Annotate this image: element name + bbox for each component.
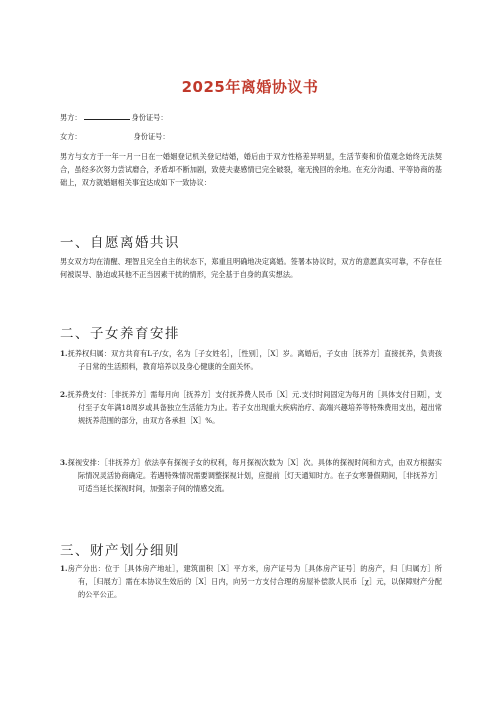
husband-name-blank bbox=[84, 112, 130, 120]
wife-label: 女方： bbox=[60, 132, 82, 141]
section-heading-1: 一、自愿离婚共识 bbox=[60, 235, 180, 251]
wife-line bbox=[60, 132, 170, 142]
list-item-custody: 1.抚养权归属：双方共育有L子/女，名为［子女姓名］，［性别］，［X］岁。离婚后，子女由［抚养方］直接抚养，负责孩子日常的生活照料，教育培养以及身心健康的全面关怀。 bbox=[60, 349, 442, 371]
husband-label: 男方： bbox=[60, 113, 82, 122]
husband-id-label: 身份证号： bbox=[131, 113, 168, 122]
wife-id-label: 身份证号： bbox=[133, 132, 170, 141]
husband-line bbox=[60, 112, 168, 123]
section-heading-3: 三、财产划分细则 bbox=[60, 543, 180, 559]
intro-paragraph: 男方与女方于一年一月一日在一婚姻登记机关登记结婚，婚后由于双方性格差异明显，生活节奏和价值观念始终无法契合，虽经多次努力尝试磨合，矛盾却不断加剧，致使夫妻感情已完全破裂，毫无挽回的余地。在充分沟通、平等协商的基础上，双方就婚姻相关事宜达成如下一致协议： bbox=[60, 152, 442, 187]
section-1-body: 男女双方均在清醒、理智且完全自主的状态下，郑重且明确地决定离婚。签署本协议时，双方的意愿真实可靠，不存在任何被误导、胁迫或其他不正当因素干扰的情形，完全基于自身的真实想法。 bbox=[60, 257, 442, 279]
section-heading-2: 二、子女养育安排 bbox=[60, 326, 180, 342]
list-item-support: 2.抚养费支付：［非抚养方］需每月向［抚养方］支付抚养费人民币［X］元.支付时间固定为每月的［具体支付日期］，支付至子女年满18周岁或具备独立生活能力为止。若子女出现重大疾病治疗、高端兴趣培养等特殊费用支出，超出常规抚养范围的部分，由双方各承担［X］%。 bbox=[60, 390, 442, 425]
list-item-property: 1.房产分出：位于［具体房产地址］，建筑面积［X］平方米，房产证号为［具体房产证号］的房产，归［归属方］所有，［归展方］需在本协议生效后的［X］日内，向另一方支付合理的房屋补偿款人民币［χ］元，以保障财产分配的公平公正。 bbox=[60, 564, 442, 599]
document-title: 2025年离婚协议书 bbox=[181, 78, 319, 96]
list-item-visitation: 3.探视安排：［非抚养方］依法享有探视子女的权利，每月探视次数为［X］次。具体的探视时间和方式，由双方根据实际情况灵活协商确定。若遇特殊情况需要调整探视计划，应提前［灯天通知时方。在子女寒暑假期间，［非抚养方］可适当延长探视时间，加强亲子间的情感交流。 bbox=[60, 458, 442, 493]
